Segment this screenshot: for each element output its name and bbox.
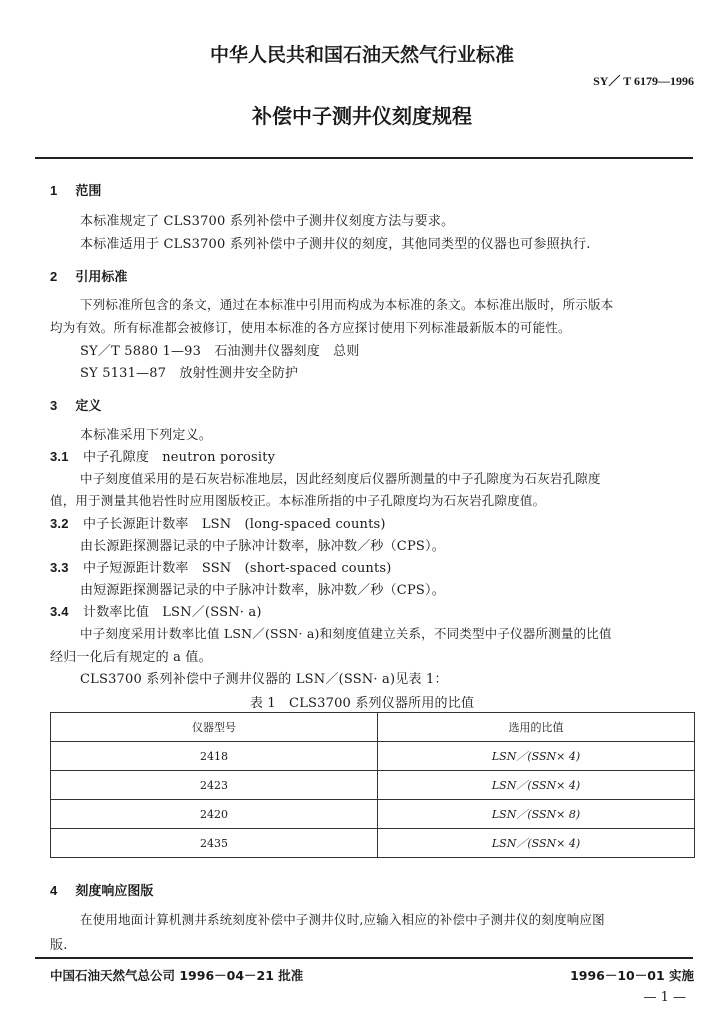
section-number: 2 (50, 269, 58, 284)
table-row (51, 742, 695, 771)
paragraph-line: 本标准采用下列定义。 (80, 428, 213, 443)
paragraph-line: 中子刻度值采用的是石灰岩标准地层，因此经刻度后仪器所测量的中子孔隙度为石灰岩孔隙度 (80, 471, 601, 486)
table-cell: LSN／(SSN× 4) (378, 742, 695, 771)
table-cell: 2435 (51, 829, 378, 858)
table-cell: 2420 (51, 800, 378, 829)
org-standard-heading: 中华人民共和国石油天然气行业标准 (209, 44, 514, 66)
definition-3-4-heading (50, 601, 262, 620)
effective-date: 1996－10－01 实施 (570, 968, 694, 983)
clause-number: 3.3 (50, 560, 69, 575)
section-title: 范围 (75, 184, 102, 199)
section-1-heading (50, 180, 101, 199)
paragraph-line: 在使用地面计算机测井系统刻度补偿中子测井仪时,应输入相应的补偿中子测井仪的刻度响应图 (80, 912, 605, 927)
column-header: 仪器型号 (51, 713, 378, 742)
header-rule (35, 157, 693, 159)
table-header-row (51, 713, 695, 742)
clause-number: 3.2 (50, 516, 69, 531)
table-cell: 2418 (51, 742, 378, 771)
ratio-table (50, 712, 695, 858)
table-row (51, 771, 695, 800)
paragraph-line: 版. (50, 938, 68, 953)
clause-title: 中子短源距计数率 SSN (short-spaced counts) (83, 561, 392, 576)
section-number: 3 (50, 398, 58, 413)
table-caption: 表 1 CLS3700 系列仪器所用的比值 (249, 696, 475, 711)
table-row (51, 829, 695, 858)
definition-3-2-heading (50, 513, 386, 532)
paragraph-line: 由短源距探测器记录的中子脉冲计数率，脉冲数／秒（CPS）。 (80, 583, 445, 598)
reference-item: SY 5131—87 放射性测井安全防护 (80, 366, 299, 381)
document-title: 补偿中子测井仪刻度规程 (252, 104, 472, 128)
section-2-heading (50, 266, 127, 285)
paragraph-line: 下列标准所包含的条文，通过在本标准中引用而构成为本标准的条文。本标准出版时，所示版本 (80, 297, 614, 312)
clause-title: 计数率比值 LSN／(SSN· a) (83, 605, 262, 620)
approval-line: 中国石油天然气总公司 1996－04－21 批准 (50, 968, 304, 983)
clause-title: 中子孔隙度 neutron porosity (83, 450, 276, 465)
paragraph-line: 中子刻度采用计数率比值 LSN／(SSN· a)和刻度值建立关系，不同类型中子仪器所测量的比值 (80, 626, 612, 641)
clause-number: 3.4 (50, 604, 69, 619)
table-cell: LSN／(SSN× 8) (378, 800, 695, 829)
definition-3-3-heading (50, 557, 392, 576)
section-title: 刻度响应图版 (75, 884, 154, 899)
table-cell: LSN／(SSN× 4) (378, 829, 695, 858)
paragraph-line: 均为有效。所有标准都会被修订，使用本标准的各方应探讨使用下列标准最新版本的可能性。 (50, 320, 571, 335)
paragraph-line: 本标准适用于 CLS3700 系列补偿中子测井仪的刻度，其他同类型的仪器也可参照执行. (80, 237, 591, 252)
table-row (51, 800, 695, 829)
section-number: 4 (50, 883, 58, 898)
definition-3-1-heading (50, 446, 275, 465)
reference-item: SY／T 5880 1—93 石油测井仪器刻度 总则 (80, 344, 360, 359)
footer-rule (35, 957, 693, 959)
section-number: 1 (50, 183, 58, 198)
paragraph-line: 经归一化后有规定的 a 值。 (50, 650, 212, 665)
paragraph-line: 值，用于测量其他岩性时应用图版校正。本标准所指的中子孔隙度均为石灰岩孔隙度值。 (50, 493, 546, 508)
section-title: 定义 (75, 399, 102, 414)
standard-code: SY／ T 6179—1996 (593, 74, 694, 88)
page-number: — 1 — (643, 990, 686, 1005)
paragraph-line: 本标准规定了 CLS3700 系列补偿中子测井仪刻度方法与要求。 (80, 214, 455, 229)
section-4-heading (50, 880, 153, 899)
paragraph-line: 由长源距探测器记录的中子脉冲计数率，脉冲数／秒（CPS）。 (80, 539, 445, 554)
table-cell: 2423 (51, 771, 378, 800)
section-3-heading (50, 395, 101, 414)
column-header: 选用的比值 (378, 713, 695, 742)
clause-title: 中子长源距计数率 LSN (long-spaced counts) (83, 517, 386, 532)
section-title: 引用标准 (75, 270, 128, 285)
paragraph-line: CLS3700 系列补偿中子测井仪器的 LSN／(SSN· a)见表 1： (80, 672, 448, 687)
clause-number: 3.1 (50, 449, 69, 464)
table-cell: LSN／(SSN× 4) (378, 771, 695, 800)
